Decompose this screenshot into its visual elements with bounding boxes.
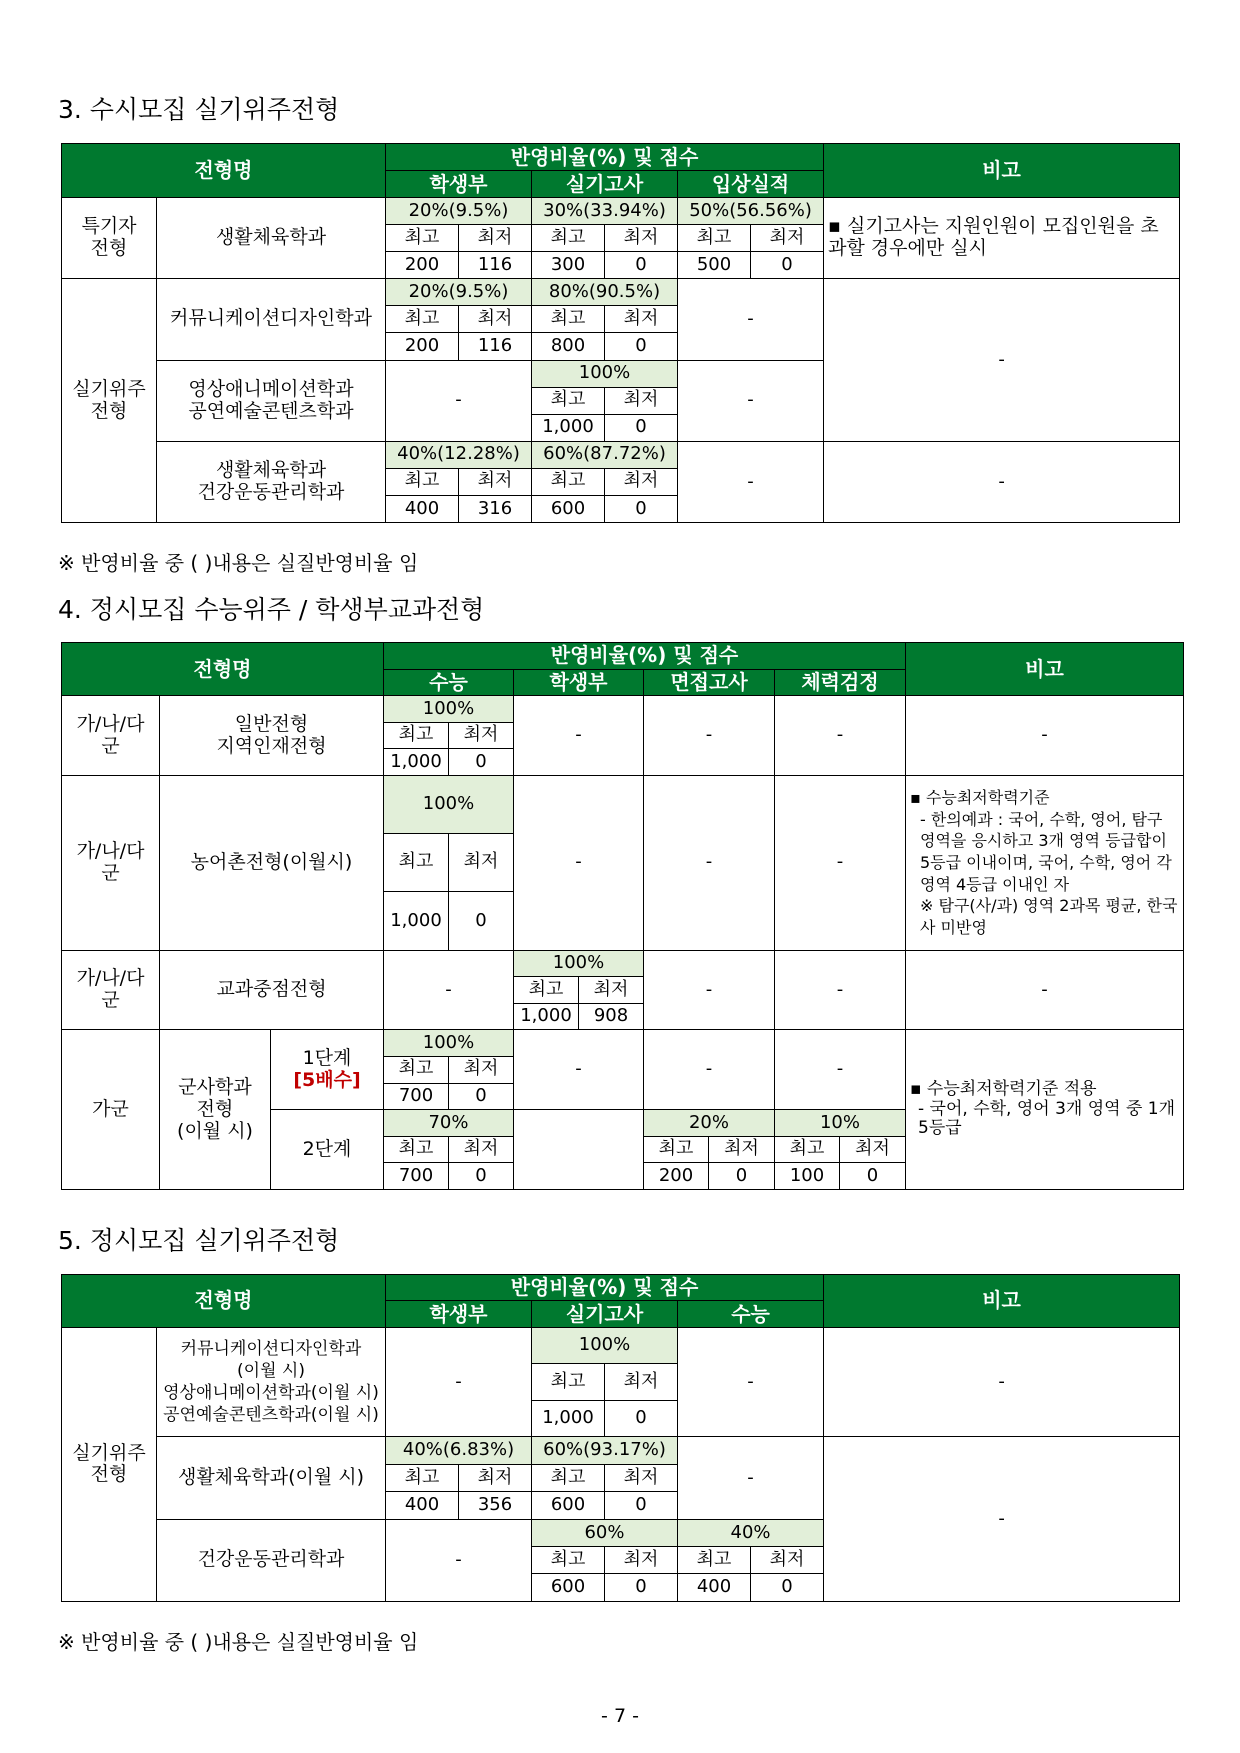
empty-cell: - xyxy=(678,1437,824,1519)
ratio-cell: 40% xyxy=(678,1519,824,1546)
score-cell: 400 xyxy=(678,1574,751,1602)
section-5-heading: 5. 정시모집 실기위주전형 xyxy=(58,1226,340,1255)
dept-name: 커뮤니케이션디자인학과 (이월 시) 영상애니메이션학과(이월 시) 공연예술콘텐츠학과(이월 시) xyxy=(157,1327,386,1437)
ratio-cell: 100% xyxy=(532,360,678,387)
header-csat: 수능 xyxy=(384,669,514,696)
header-record: 학생부 xyxy=(386,171,532,198)
remark xyxy=(906,1030,1184,1190)
remark: ▪ 실기고사는 지원인원이 모집인원을 초과할 경우에만 실시 xyxy=(824,198,1180,279)
group-label: 가/나/다 군 xyxy=(62,696,160,776)
score-cell: 0 xyxy=(605,495,678,522)
max-label: 최고 xyxy=(384,1057,449,1084)
ratio-cell: 40%(12.28%) xyxy=(386,441,532,468)
remark: - xyxy=(824,1437,1180,1602)
score-cell: 0 xyxy=(605,252,678,279)
score-cell: 600 xyxy=(532,495,605,522)
score-cell: 700 xyxy=(384,1083,449,1110)
max-label: 최고 xyxy=(384,834,449,892)
max-label: 최고 xyxy=(532,468,605,495)
footnote: ※ 반영비율 중 ( )내용은 실질반영비율 임 xyxy=(58,551,419,575)
remark: - xyxy=(824,441,1180,522)
score-cell: 116 xyxy=(459,333,532,360)
ratio-cell: 40%(6.83%) xyxy=(386,1437,532,1464)
ratio-cell: 100% xyxy=(384,1030,514,1057)
header-name: 전형명 xyxy=(62,1275,386,1328)
header-practical: 실기고사 xyxy=(532,1301,678,1327)
dept-name: 농어촌전형(이월시) xyxy=(160,775,384,950)
score-cell: 0 xyxy=(605,1400,678,1437)
min-label: 최저 xyxy=(709,1136,775,1163)
ratio-cell: 100% xyxy=(514,950,644,977)
score-cell: 400 xyxy=(386,1492,459,1519)
ratio-cell: 30%(33.94%) xyxy=(532,198,678,225)
score-cell: 0 xyxy=(449,1163,514,1190)
empty-cell: - xyxy=(678,279,824,360)
max-label: 최고 xyxy=(532,387,605,414)
page-number: - 7 - xyxy=(601,1705,639,1727)
score-cell: 400 xyxy=(386,495,459,522)
empty-cell: - xyxy=(514,696,644,776)
dept-name: 커뮤니케이션디자인학과 xyxy=(157,279,386,360)
section-5-table xyxy=(61,1274,1180,1602)
empty-cell: - xyxy=(514,775,644,950)
empty-cell: - xyxy=(775,950,906,1030)
group-label: 가/나/다 군 xyxy=(62,950,160,1030)
max-label: 최고 xyxy=(514,977,579,1004)
score-cell: 0 xyxy=(751,252,824,279)
min-label: 최저 xyxy=(449,1136,514,1163)
ratio-cell: 100% xyxy=(532,1327,678,1364)
header-name: 전형명 xyxy=(62,643,384,696)
header-fitness: 체력검정 xyxy=(775,669,906,696)
empty-cell: - xyxy=(678,1327,824,1437)
score-cell: 1,000 xyxy=(532,1400,605,1437)
ratio-cell: 20% xyxy=(644,1110,775,1137)
max-label: 최고 xyxy=(386,225,459,252)
header-note: 비고 xyxy=(824,144,1180,198)
dept-name: 군사학과 전형 (이월 시) xyxy=(160,1030,271,1190)
empty-cell: - xyxy=(775,696,906,776)
min-label: 최저 xyxy=(605,1464,678,1491)
remark: - xyxy=(906,696,1184,776)
header-practical: 실기고사 xyxy=(532,171,678,198)
header-ratio: 반영비율(%) 및 점수 xyxy=(386,144,824,171)
remark: - xyxy=(824,279,1180,441)
max-label: 최고 xyxy=(386,468,459,495)
empty-cell: - xyxy=(386,1327,532,1437)
score-cell: 600 xyxy=(532,1492,605,1519)
score-cell: 0 xyxy=(709,1163,775,1190)
ratio-cell: 60%(93.17%) xyxy=(532,1437,678,1464)
dept-name: 영상애니메이션학과 공연예술콘텐츠학과 xyxy=(157,360,386,441)
header-awards: 입상실적 xyxy=(678,171,824,198)
min-label: 최저 xyxy=(751,1547,824,1574)
header-ratio: 반영비율(%) 및 점수 xyxy=(384,643,906,670)
empty-cell: - xyxy=(644,1030,775,1110)
dept-name: 일반전형 지역인재전형 xyxy=(160,696,384,776)
min-label: 최저 xyxy=(605,225,678,252)
ratio-cell: 60%(87.72%) xyxy=(532,441,678,468)
score-cell: 0 xyxy=(605,1574,678,1602)
score-cell: 800 xyxy=(532,333,605,360)
header-note: 비고 xyxy=(824,1275,1180,1328)
score-cell: 600 xyxy=(532,1574,605,1602)
max-label: 최고 xyxy=(678,1547,751,1574)
group-label: 실기위주 전형 xyxy=(62,1327,157,1601)
min-label: 최저 xyxy=(605,1364,678,1401)
max-label: 최고 xyxy=(384,1136,449,1163)
score-cell: 1,000 xyxy=(384,749,449,776)
score-cell: 356 xyxy=(459,1492,532,1519)
header-record: 학생부 xyxy=(514,669,644,696)
max-label: 최고 xyxy=(644,1136,709,1163)
min-label: 최저 xyxy=(605,387,678,414)
group-label: 가/나/다 군 xyxy=(62,775,160,950)
score-cell: 1,000 xyxy=(532,414,605,441)
score-cell: 0 xyxy=(449,892,514,950)
empty-cell: - xyxy=(678,360,824,441)
min-label: 최저 xyxy=(605,1547,678,1574)
remark-line: ※ 탐구(사/과) 영역 2과목 평균, 한국사 미반영 xyxy=(920,896,1178,937)
max-label: 최고 xyxy=(678,225,751,252)
min-label: 최저 xyxy=(449,722,514,749)
min-label: 최저 xyxy=(751,225,824,252)
min-label: 최저 xyxy=(459,306,532,333)
header-record: 학생부 xyxy=(386,1301,532,1327)
min-label: 최저 xyxy=(579,977,644,1004)
min-label: 최저 xyxy=(459,1464,532,1491)
empty-cell xyxy=(514,1110,644,1190)
stage-2-label: 2단계 xyxy=(271,1110,384,1190)
score-cell: 700 xyxy=(384,1163,449,1190)
remark: - xyxy=(906,950,1184,1030)
score-cell: 0 xyxy=(605,333,678,360)
ratio-cell: 20%(9.5%) xyxy=(386,198,532,225)
group-label: 특기자 전형 xyxy=(62,198,157,279)
score-cell: 0 xyxy=(605,1492,678,1519)
max-label: 최고 xyxy=(532,306,605,333)
ratio-cell: 70% xyxy=(384,1110,514,1137)
empty-cell: - xyxy=(514,1030,644,1110)
remark-line: - 한의예과 : 국어, 수학, 영어, 탐구 영역을 응시하고 3개 영역 등급합이 5등급 이내이며, 국어, 수학, 영어 각 영역 4등급 이내인 자 xyxy=(920,809,1172,894)
score-cell: 0 xyxy=(840,1163,906,1190)
min-label: 최저 xyxy=(605,468,678,495)
group-label: 실기위주 전형 xyxy=(62,279,157,523)
score-cell: 300 xyxy=(532,252,605,279)
score-cell: 500 xyxy=(678,252,751,279)
section-4-table xyxy=(61,642,1184,1190)
max-label: 최고 xyxy=(386,1464,459,1491)
empty-cell: - xyxy=(678,441,824,522)
score-cell: 200 xyxy=(386,252,459,279)
ratio-cell: 50%(56.56%) xyxy=(678,198,824,225)
score-cell: 1,000 xyxy=(514,1003,579,1030)
empty-cell: - xyxy=(644,775,775,950)
ratio-cell: 100% xyxy=(384,696,514,723)
remark-line: ▪ 수능최저학력기준 적용 xyxy=(910,1079,1097,1100)
remark: - xyxy=(824,1327,1180,1437)
max-label: 최고 xyxy=(532,225,605,252)
ratio-cell: 20%(9.5%) xyxy=(386,279,532,306)
score-cell: 1,000 xyxy=(384,892,449,950)
score-cell: 0 xyxy=(449,749,514,776)
score-cell: 200 xyxy=(386,333,459,360)
stage-1-multiplier: [5배수] xyxy=(293,1068,361,1091)
header-note: 비고 xyxy=(906,643,1184,696)
score-cell: 908 xyxy=(579,1003,644,1030)
section-3-heading: 3. 수시모집 실기위주전형 xyxy=(58,95,340,124)
max-label: 최고 xyxy=(532,1464,605,1491)
empty-cell: - xyxy=(644,950,775,1030)
min-label: 최저 xyxy=(840,1136,906,1163)
max-label: 최고 xyxy=(532,1364,605,1401)
score-cell: 0 xyxy=(751,1574,824,1602)
empty-cell: - xyxy=(384,950,514,1030)
score-cell: 0 xyxy=(605,414,678,441)
max-label: 최고 xyxy=(775,1136,840,1163)
empty-cell: - xyxy=(775,1030,906,1110)
empty-cell: - xyxy=(644,696,775,776)
score-cell: 200 xyxy=(644,1163,709,1190)
score-cell: 100 xyxy=(775,1163,840,1190)
remark-line: - 국어, 수학, 영어 3개 영역 중 1개 5등급 xyxy=(918,1098,1176,1139)
dept-name: 생활체육학과 건강운동관리학과 xyxy=(157,441,386,522)
ratio-cell: 100% xyxy=(384,775,514,833)
header-name: 전형명 xyxy=(62,144,386,198)
empty-cell: - xyxy=(386,1519,532,1601)
min-label: 최저 xyxy=(449,1057,514,1084)
dept-name: 교과중점전형 xyxy=(160,950,384,1030)
min-label: 최저 xyxy=(449,834,514,892)
dept-name: 생활체육학과 xyxy=(157,198,386,279)
score-cell: 116 xyxy=(459,252,532,279)
min-label: 최저 xyxy=(605,306,678,333)
header-interview: 면접고사 xyxy=(644,669,775,696)
empty-cell: - xyxy=(775,775,906,950)
section-4-heading: 4. 정시모집 수능위주 / 학생부교과전형 xyxy=(58,595,485,624)
min-label: 최저 xyxy=(459,468,532,495)
ratio-cell: 60% xyxy=(532,1519,678,1546)
section-3-table xyxy=(61,143,1180,523)
stage-1-label: 1단계 xyxy=(302,1046,352,1069)
ratio-cell: 10% xyxy=(775,1110,906,1137)
group-label: 가군 xyxy=(62,1030,160,1190)
dept-name: 건강운동관리학과 xyxy=(157,1519,386,1601)
min-label: 최저 xyxy=(459,225,532,252)
header-csat: 수능 xyxy=(678,1301,824,1327)
score-cell: 0 xyxy=(449,1083,514,1110)
ratio-cell: 80%(90.5%) xyxy=(532,279,678,306)
header-ratio: 반영비율(%) 및 점수 xyxy=(386,1275,824,1301)
max-label: 최고 xyxy=(532,1547,605,1574)
remark-line: ▪ 수능최저학력기준 xyxy=(910,788,1050,808)
empty-cell: - xyxy=(386,360,532,441)
score-cell: 316 xyxy=(459,495,532,522)
max-label: 최고 xyxy=(384,722,449,749)
footnote: ※ 반영비율 중 ( )내용은 실질반영비율 임 xyxy=(58,1630,419,1654)
dept-name: 생활체육학과(이월 시) xyxy=(157,1437,386,1519)
stage-1 xyxy=(271,1030,384,1110)
remark xyxy=(906,775,1184,950)
max-label: 최고 xyxy=(386,306,459,333)
